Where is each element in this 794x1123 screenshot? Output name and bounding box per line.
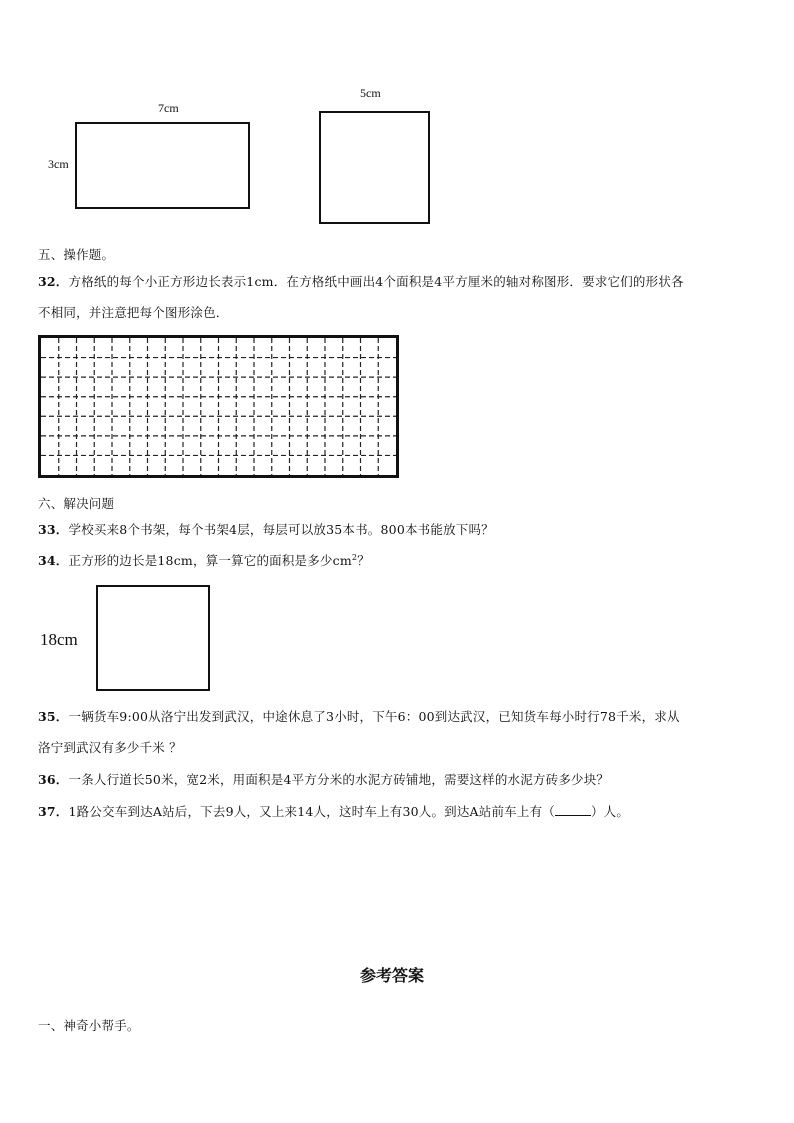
question-34 (38, 551, 370, 569)
question-number: 36． (38, 772, 69, 787)
question-number: 37． (38, 804, 69, 819)
question-text-end: ？ (357, 553, 370, 568)
square-18-side-label: 18cm (40, 630, 78, 649)
square-side-label: 5cm (360, 86, 381, 100)
square-grid-paper[interactable] (38, 335, 399, 478)
question-number: 33． (38, 522, 69, 537)
question-number: 35． (38, 709, 69, 724)
question-36 (38, 770, 609, 788)
rectangle-figure (75, 122, 250, 209)
section-6-title: 六、解决问题 (38, 496, 115, 511)
question-33 (38, 520, 494, 538)
square-figure (319, 111, 430, 224)
question-35-line1 (38, 707, 680, 725)
question-number: 32． (38, 274, 69, 289)
question-text: 方格纸的每个小正方形边长表示1cm．在方格纸中画出4个面积是4平方厘米的轴对称图形．要求它们的形状各 (68, 274, 684, 289)
question-text: 正方形的边长是18cm，算一算它的面积是多少cm (68, 553, 352, 568)
section-5-title: 五、操作题。 (38, 247, 115, 262)
question-text: 一辆货车9:00从洛宁出发到武汉，中途休息了3小时，下午6：00到达武汉，已知货车每小时行78千米，求从 (68, 709, 680, 724)
square-18-figure (96, 585, 210, 691)
question-32-line2: 不相同，并注意把每个图形涂色． (38, 305, 229, 320)
grid-lines (41, 338, 396, 475)
rect-width-label: 7cm (158, 101, 179, 115)
answers-title: 参考答案 (360, 966, 425, 985)
question-text: 一条人行道长50米，宽2米，用面积是4平方分米的水泥方砖铺地，需要这样的水泥方砖多少块？ (68, 772, 610, 787)
question-35-line2: 洛宁到武汉有多少千米 ？ (38, 740, 182, 755)
question-text: 1路公交车到达A站后，下去9人，又上来14人，这时车上有30人。到达A站前车上有（ (68, 804, 555, 819)
question-37 (38, 802, 629, 820)
question-text: 学校买来8个书架，每个书架4层，每层可以放35本书。800本书能放下吗？ (68, 522, 494, 537)
answers-section-1: 一、神奇小帮手。 (38, 1018, 140, 1033)
rect-height-label: 3cm (48, 157, 69, 171)
question-number: 34． (38, 553, 69, 568)
superscript: 2 (351, 552, 358, 562)
question-text-end: ）人。 (590, 804, 630, 819)
question-32-line1 (38, 272, 684, 290)
answer-blank[interactable] (555, 815, 591, 816)
